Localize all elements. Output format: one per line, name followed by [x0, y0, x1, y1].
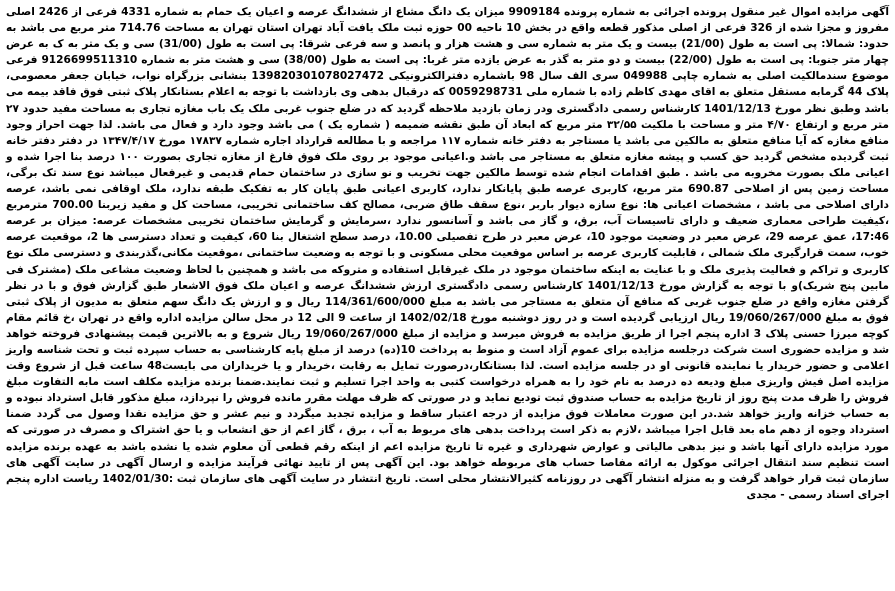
- notice-body-text: آگهی مزایده اموال غیر منقول پرونده اجرائی به شماره پرونده 9909184 میزان یک دانگ مشاع از ششدانگ عرصه و اعیان یک حمام به شماره 4331 فرعی از 2426 اصلی مفروز و مجزا شده از 326 فرعی از اصلی مذکور قطعه واقع در بخش 10 ناحیه 00 حوزه ثبت ملک یافت آباد تهران استان تهران به مساحت 714.76 متر مربع می باشد به حدود: شمالا: پی است به طول (21/00) بیست و یک متر به شماره سی و هشت هزار و پانصد و سه فرعی شرقا: پی است به طول (31/00) سی و یک متر به ک به عرض چهار متر جنوبا: پی است به طول (22/00) بیست و دو متر به گذر به عرض یازده متر غربا: پی است به طول (38/00) سی و هشت متر به شماره 9126699511310 فرعی موضوع سندمالکیت اصلی به شماره چاپی 049988 سری الف سال 98 باشماره دفترالکترونیکی 139820301078027472 بنشانی بزرگراه نواب، خیابان جعفر معصومی، پلاک 44 گرمابه مستقل متعلق به اقای مهدی کاظم زاده با شماره ملی 0059298731 که درقبال بدهی وی بازداشت با توجه به اعلام بستانکار پلاک ثبتی فوق فاقد بیمه می باشد وطبق نظر مورخ 1401/12/13 کارشناس رسمی دادگستری ودر زمان بازدید ملاحظه گردید که در ضلع جنوب غربی ملک یک باب مغازه تجاری به مساحت مفید حدود ۲۷ متر مربع و ارتفاع ۴/۷۰ متر و مساحت با ملکیت ۳۲/۵۵ متر مربع که ابعاد آن طبق نقشه ضمیمه ( شماره یک ) می باشد وجود دارد و فعال می باشد. لذا جهت احراز وجود منافع مغازه که آیا منافع متعلق به مالکین می باشد یا مستاجر به دفتر خانه شماره ۱۱۷ مراجعه و با مطالعه قرارداد اجاره شماره ۱۷۸۳۷ مورخ ۱۳۴۷/۴/۱۷ در دفتر دفتر خانه ثبت گردیده مشخص گردید حق کسب و پیشه مغازه متعلق به مستاجر می باشد و.اعیانی موجود بر روی ملک فوق فارغ از مغازه تجاری بصورت ۱۰۰ درصد بنا اجرا شده و اعیانی ملک بصورت مخروبه می باشد . طبق اقدامات انجام شده توسط مالکین جهت تخریب و نو سازی در ساختمان حمام قدیمی و غیرفعال میباشد نوع سند تک برگی، مساحت زمین پس از اصلاحی 690.87 متر مربع، کاربری عرصه طبق پایانکار ندارد، کاربری اعیانی طبق پایان کار به تفکیک طبقه ندارد، ملک اوقافی نمی باشد، عرصه دارای اصلاحی می باشد ، مشخصات اعیانی ها: نوع سازه دیوار باربر ،نوع سقف طاق ضربی، مصالح کف ساختمانی تخریبی، مساحت کل و مفید زیربنا 700.00 مترمربع ،کیفیت طراحی معماری ضعیف و دارای تاسیسات آب، برق، و گاز می باشد و آسانسور ندارد ،سرمایش و گرمایش ساختمان تخریبی مشخصات عرصه: میزان بر عرصه 17:46، عمق عرصه 29، عرض معبر در وضعیت موجود 10، عرض معبر در طرح تفصیلی 10.00، درصد سطح اشتغال بنا 60، کیفیت و تعداد دسترسی ها 2، موقعیت عرصه خوب، سمت قرارگیری ملک شمالی ، قابلیت کاربری عرصه بر اساس موقعیت محلی مسکونی و با توجه به وضعیت ساختمانی ،موقعیت مکانی،گذربندی و دسترسی ملک نوع کاربری و تراکم و فعالیت پذیری ملک و با عنایت به اینکه ساختمان موجود در ملک غیرقابل استفاده و متروکه می باشد و همچنین با لحاظ وضعیت مشاعی ملک (مشترک فی مابین پنج شریک)و با توجه به گزارش مورخ 1401/12/13 کارشناس رسمی دادگستری ارزش ششدانگ عرصه و اعیان ملک فوق الاشعار طبق گزارش فوق و با در نظر گرفتن مغازه واقع در ضلع جنوب غربی که منافع آن متعلق به مستاجر می باشد به مبلغ 114/361/600/000 ریال و و ارزش یک دانگ سهم متعلق به مدیون از پلاک ثبتی فوق به مبلغ 19/060/267/000 ریال ارزیابی گردیده است و در روز دوشنبه مورخ 1402/02/18 از ساعت 9 الی 12 در محل سالن مزایده اداره واقع در تهران ،خ قائم مقام کوچه میرزا حسنی پلاک 3 اداره پنجم اجرا از طریق مزایده به فروش میرسد و مزایده از مبلغ 19/060/267/000 ریال شروع و به بالاترین قیمت پیشنهادی فروخته خواهد شد و مزایده حضوری است شرکت درجلسه مزایده برای عموم آزاد است و منوط به پرداخت 10(ده) درصد از مبلغ پایه کارشناسی به حساب سپرده ثبت و تحت شناسه واریز اعلامی و حضور خریدار یا نماینده قانونی او در جلسه مزایده است. لذا بستانکار،درصورت تمایل به رقابت ،خریدار و یا خریداران می بایست48 ساعت قبل از شروع وقت مزایده اصل فیش واریزی مبلغ ودیعه ده درصد به نام خود را به همراه درخواست کتبی به واحد اجرا تسلیم و ثبت نمایند.ضمنا برنده مزایده مکلف است مابه التفاوت مبلغ فروش را ظرف مدت پنج روز از تاریخ مزایده به حساب صندوق ثبت تودیع نماید و در صورتی که ظرف مهلت مقرر مانده فروش را نپردازد، مبلغ مذکور قابل استرداد نبوده و به حساب خزانه واریز خواهد شد.در این صورت معاملات فوق مزایده از درجه اعتبار ساقط و مزایده تجدید میگردد و نیم عشر و حق مزایده نقدا وصول می گردد ضمنا استرداد وجوه از دهم ماه بعد قابل اجرا میباشد ،لازم به ذکر است پرداخت بدهی های مربوط به آب ، برق ، گاز اعم از حق انشعاب و یا حق اشتراک و مصرف در صورتی که مورد مزایده دارای آنها باشد و نیز بدهی مالیاتی و عوارض شهرداری و غیره تا تاریخ مزایده اعم از اینکه رقم قطعی آن معلوم شده یا نشده باشد به عهده برنده مزایده است تنظیم سند انتقال اجرائی موکول به ارائه مفاصا حساب های مربوطه خواهد بود. این آگهی پس از تایید نهائی فرآیند مزایده و ارسال آگهی در سایت آگهی های سازمان ثبت قرار خواهد گرفت و به منزله انتشار آگهی در روزنامه کثیرالانتشار محلی است. تاریخ انتشار در سایت آگهی های سازمان ثبت :1402/01/30 ریاست اداره پنجم اجرای اسناد رسمی - مجدی: [6, 6, 890, 501]
